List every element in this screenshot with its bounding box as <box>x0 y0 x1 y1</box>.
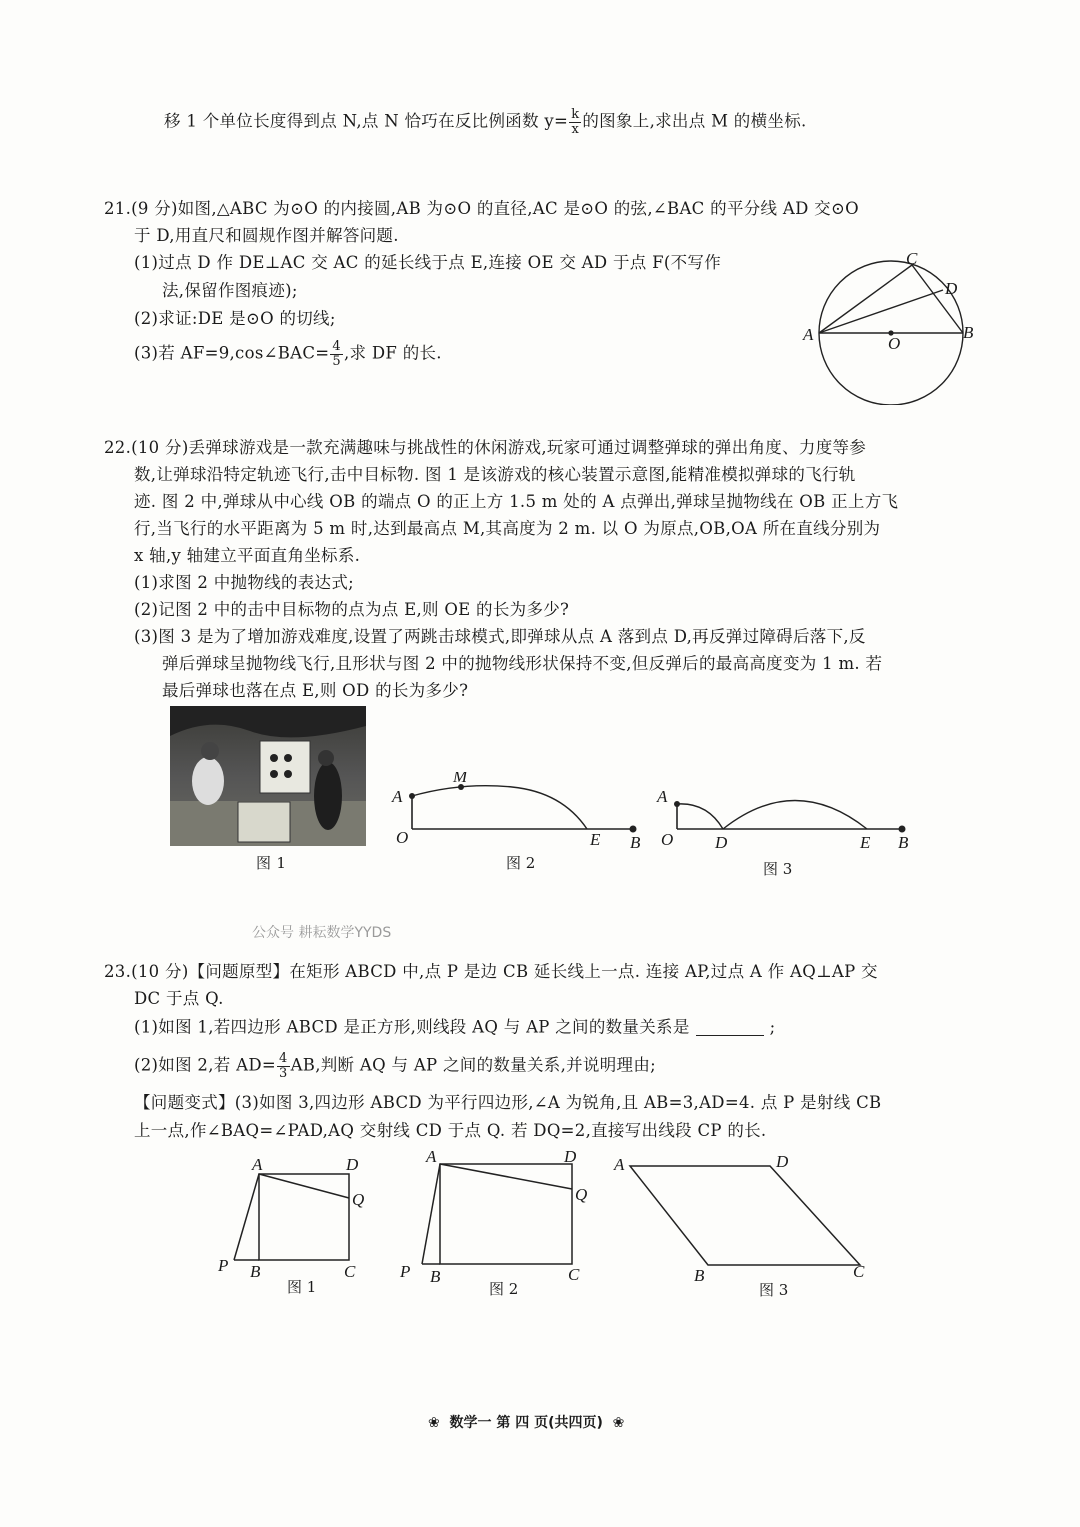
label-a: A <box>426 1148 437 1166</box>
q23-part1: (1)如图 1,若四边形 ABCD 是正方形,则线段 AQ 与 AP 之间的数量关系是 ; <box>134 1017 776 1037</box>
q22-stem-line5: x 轴,y 轴建立平面直角坐标系. <box>134 546 361 565</box>
q22-stem-line4: 行,当飞行的水平距离为 5 m 时,达到最高点 M,其高度为 2 m. 以 O 为原点,OB,OA 所在直线分别为 <box>134 519 881 538</box>
page-footer: ❀ 数学一 第 四 页(共四页) ❀ <box>428 1415 625 1431</box>
fraction-4-5: $\frac{4}{5}$ <box>332 339 341 369</box>
label-c: C <box>344 1262 356 1281</box>
q20-tail-line: 移 1 个单位长度得到点 N,点 N 恰巧在反比例函数 y= $\frac{k}{x}$ 的图象上,求出点 M 的横坐标. <box>164 107 807 137</box>
label-p: P <box>400 1262 411 1281</box>
label-d: D <box>776 1152 789 1171</box>
chord-cb <box>912 265 963 333</box>
q23-part3-line2: 上一点,作∠BAQ=∠PAD,AQ 交射线 CD 于点 Q. 若 DQ=2,直接写出线段 CP 的长. <box>134 1121 767 1140</box>
q21-part3: (3)若 AF=9,cos∠BAC= $\frac{4}{5}$ ,求 DF 的长. <box>134 339 442 369</box>
q22-fig3-caption: 图 3 <box>763 860 793 878</box>
target-board-icon <box>260 741 310 793</box>
point-a <box>674 801 680 807</box>
label-m: M <box>453 772 468 786</box>
label-e: E <box>860 833 871 852</box>
label-q: Q <box>575 1185 588 1204</box>
point-a <box>409 793 415 799</box>
square-abcd <box>259 1174 349 1260</box>
target-hole-icon <box>270 754 278 762</box>
fraction-4-3: $\frac{4}{3}$ <box>278 1051 288 1081</box>
label-b: B <box>963 323 974 342</box>
q23-fig2-caption: 图 2 <box>489 1280 519 1298</box>
q22-stem-line3: 迹. 图 2 中,弹球从中心线 OB 的端点 O 的正上方 1.5 m 处的 A 点弹出,弹球呈抛物线在 OB 正上方飞 <box>134 492 899 511</box>
label-b: B <box>694 1266 705 1285</box>
label-o: O <box>661 830 674 849</box>
label-q: Q <box>352 1190 365 1209</box>
q22-fig3-diagram <box>655 782 920 882</box>
q22-part3-line1: (3)图 3 是为了增加游戏难度,设置了两跳击球模式,即弹球从点 A 落到点 D,再反弹过障碍后落下,反 <box>134 627 866 646</box>
segment-ap <box>234 1174 259 1260</box>
fraction-k-over-x: $\frac{k}{x}$ <box>571 107 580 137</box>
label-a: A <box>392 787 403 806</box>
flower-icon: ❀ <box>428 1415 440 1431</box>
label-p: P <box>218 1256 229 1275</box>
label-b: B <box>250 1262 261 1281</box>
label-d: D <box>715 833 728 852</box>
q22-fig2-caption: 图 2 <box>506 854 536 872</box>
label-o: O <box>888 334 901 353</box>
person-left-icon <box>192 757 224 805</box>
q22-part2: (2)记图 2 中的击中目标物的点为点 E,则 OE 的长为多少? <box>134 600 570 619</box>
q22-stem-line1: 22.(10 分)丢弹球游戏是一款充满趣味与挑战性的休闲游戏,玩家可通过调整弹球的弹出角度、力度等参 <box>104 438 867 457</box>
parabola-curve <box>412 786 587 829</box>
q21-part2: (2)求证:DE 是⊙O 的切线; <box>134 309 336 328</box>
q22-fig2-diagram <box>390 772 650 882</box>
label-a: A <box>657 787 668 806</box>
q22-part1: (1)求图 2 中抛物线的表达式; <box>134 573 355 592</box>
q23-part3-line1: 【问题变式】(3)如图 3,四边形 ABCD 为平行四边形,∠A 为锐角,且 AB=3,AD=4. 点 P 是射线 CB <box>134 1093 882 1112</box>
q23-stem-line1: 23.(10 分)【问题原型】在矩形 ABCD 中,点 P 是边 CB 延长线上一点. 连接 AP,过点 A 作 AQ⊥AP 交 <box>104 962 878 981</box>
rectangle-abcd <box>440 1164 572 1264</box>
label-c: C <box>853 1262 865 1281</box>
target-hole-icon <box>284 770 292 778</box>
point-b <box>899 826 906 833</box>
second-bounce-curve <box>723 801 867 830</box>
q21-circle-figure <box>800 245 990 405</box>
label-a: A <box>614 1155 625 1174</box>
label-o: O <box>396 828 409 847</box>
watermark: 公众号 耕耘数学YYDS <box>252 925 392 941</box>
label-a: A <box>803 325 814 344</box>
q23-part2: (2)如图 2,若 AD= $\frac{4}{3}$ AB,判断 AQ 与 AP 之间的数量关系,并说明理由; <box>134 1051 656 1081</box>
label-a: A <box>252 1155 263 1174</box>
q23-fig2-diagram <box>396 1148 596 1300</box>
q22-part3-line3: 最后弹球也落在点 E,则 OD 的长为多少? <box>162 681 469 700</box>
first-bounce-curve <box>677 804 723 829</box>
segment-ap <box>422 1164 440 1264</box>
q22-part3-line2: 弹后弹球呈抛物线飞行,且形状与图 2 中的抛物线形状保持不变,但反弹后的最高高度变为 1 m. 若 <box>162 654 883 673</box>
target-hole-icon <box>270 770 278 778</box>
q21-stem-line1: 21.(9 分)如图,△ABC 为⊙O 的内接圆,AB 为⊙O 的直径,AC 是⊙O 的弦,∠BAC 的平分线 AD 交⊙O <box>104 199 859 218</box>
q22-fig1-photo <box>170 706 366 846</box>
segment-aq <box>440 1164 572 1189</box>
chord-ac <box>819 265 912 333</box>
person-head-icon <box>201 742 219 760</box>
q23-fig1-caption: 图 1 <box>287 1278 317 1296</box>
label-b: B <box>630 833 641 852</box>
q21-part1-line1: (1)过点 D 作 DE⊥AC 交 AC 的延长线于点 E,连接 OE 交 AD 于点 F(不写作 <box>134 253 722 272</box>
label-b: B <box>430 1267 441 1286</box>
segment-aq <box>259 1174 349 1198</box>
target-hole-icon <box>284 754 292 762</box>
label-c: C <box>906 249 918 268</box>
label-d: D <box>346 1155 359 1174</box>
label-c: C <box>568 1265 580 1284</box>
label-d: D <box>564 1148 577 1166</box>
flower-icon: ❀ <box>612 1415 625 1431</box>
parallelogram-abcd <box>630 1166 860 1265</box>
person-right-icon <box>314 762 342 830</box>
point-b <box>630 826 637 833</box>
person-head-icon <box>318 750 334 766</box>
q23-fig3-diagram <box>610 1150 880 1298</box>
label-d: D <box>945 279 958 298</box>
q21-part1-line2: 法,保留作图痕迹); <box>162 281 298 300</box>
q23-fig1-diagram <box>210 1150 370 1298</box>
q22-fig1-caption: 图 1 <box>256 854 287 872</box>
q21-stem-line2: 于 D,用直尺和圆规作图并解答问题. <box>134 226 399 245</box>
game-box-icon <box>238 802 290 842</box>
q23-fig3-caption: 图 3 <box>759 1281 789 1298</box>
label-b: B <box>898 833 909 852</box>
bisector-ad <box>819 290 943 333</box>
label-e: E <box>590 830 601 849</box>
answer-blank[interactable] <box>696 1019 764 1036</box>
q23-stem-line2: DC 于点 Q. <box>134 989 224 1008</box>
q22-stem-line2: 数,让弹球沿特定轨迹飞行,击中目标物. 图 1 是该游戏的核心装置示意图,能精准模拟弹球的飞行轨 <box>134 465 856 484</box>
